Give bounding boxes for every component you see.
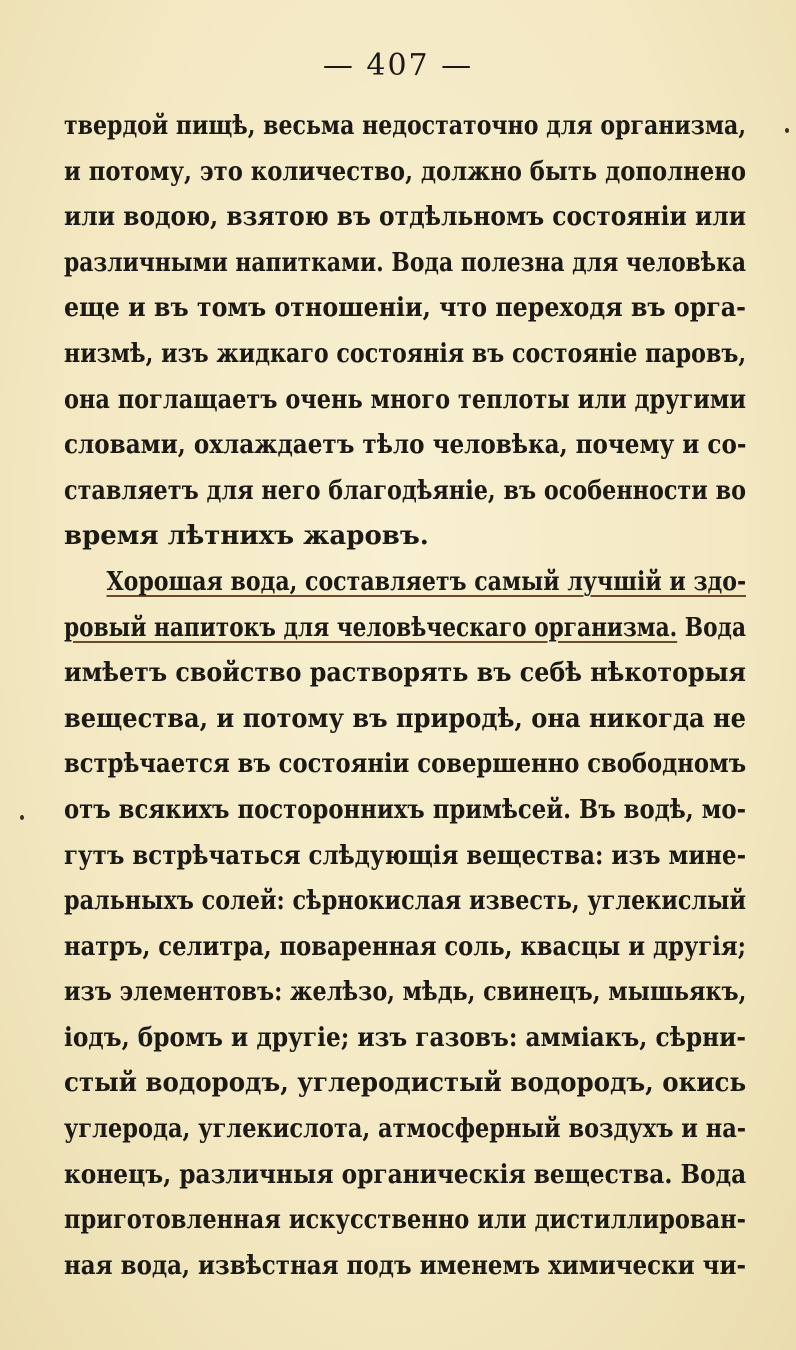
- text-line: еще и въ томъ отношеніи, что переходя въ орга-: [64, 293, 746, 324]
- page-number: — 407 —: [322, 48, 474, 83]
- text-fragment: Вода: [684, 612, 746, 643]
- text-line: и потому, это количество, должно быть дополнено: [64, 156, 746, 187]
- text-line: низмѣ, изъ жидкаго состоянія въ состояніе паровъ,: [64, 338, 746, 369]
- text-line: приготовленная искусственно или дистиллирован-: [64, 1205, 746, 1236]
- text-line: [64, 560, 746, 606]
- text-line: твердой пищѣ, весьма недостаточно для организма,: [64, 111, 746, 141]
- text-line: отъ всякихъ постороннихъ примѣсей. Въ водѣ, мо-: [64, 794, 746, 825]
- text-line: различными напитками. Вода полезна для человѣка: [64, 247, 746, 278]
- text-line: конецъ, различныя органическія вещества. Вода: [64, 1159, 746, 1190]
- text-line: или водою, взятою въ отдѣльномъ состояніи или: [64, 202, 746, 233]
- text-line: ральныхъ солей: сѣрнокислая известь, углекислый: [64, 886, 746, 917]
- text-line: [64, 606, 746, 652]
- text-line: имѣетъ свойство растворять въ себѣ нѣкоторыя: [64, 658, 746, 689]
- text-line: ная вода, извѣстная подъ именемъ химически чи-: [64, 1250, 746, 1281]
- paragraph-end-line: время лѣтнихъ жаровъ.: [64, 521, 429, 552]
- text-line: словами, охлаждаетъ тѣло человѣка, почему и со-: [64, 430, 746, 461]
- text-line: она поглащаетъ очень много теплоты или другими: [64, 384, 746, 415]
- text-line: изъ элементовъ: желѣзо, мѣдь, свинецъ, мышьякъ,: [64, 977, 746, 1008]
- text-line: натръ, селитра, поваренная соль, квасцы и другія;: [64, 931, 746, 962]
- text-line: встрѣчается въ состояніи совершенно свободномъ: [64, 749, 746, 780]
- underlined-phrase: Хорошая вода, составляетъ самый лучшій и здо-: [106, 566, 746, 597]
- underlined-phrase: ровый напитокъ для человѣческаго организма.: [64, 612, 678, 643]
- paper-speck: [785, 128, 789, 133]
- text-line: вещества, и потому въ природѣ, она никогда не: [64, 703, 746, 734]
- text-line: гутъ встрѣчаться слѣдующія вещества: изъ мине-: [64, 840, 746, 871]
- body-text: [64, 104, 746, 1289]
- paper-speck: [20, 815, 24, 820]
- text-line: стый водородъ, углеродистый водородъ, окись: [64, 1068, 746, 1099]
- text-line: іодъ, бромъ и другіе; изъ газовъ: амміакъ, сѣрни-: [64, 1022, 746, 1053]
- text-line: ставляетъ для него благодѣяніе, въ особенности во: [64, 475, 746, 506]
- text-line: углерода, углекислота, атмосферный воздухъ и на-: [64, 1114, 746, 1145]
